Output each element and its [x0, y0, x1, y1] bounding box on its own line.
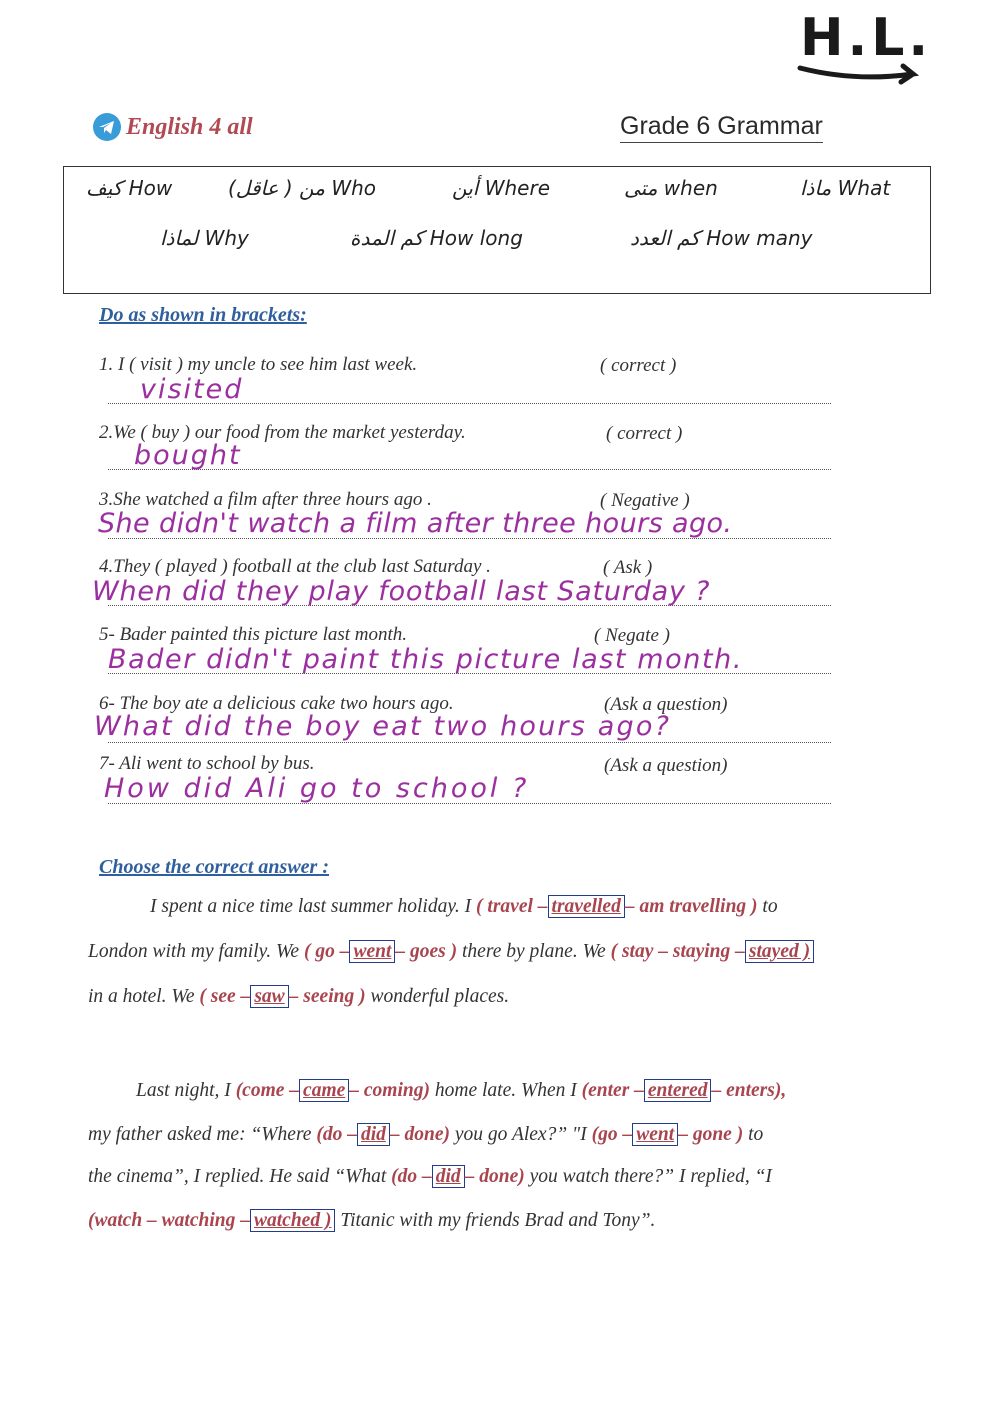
selected-option-watched[interactable]: watched ) [250, 1209, 335, 1232]
exercise-instruction-5: ( Negate ) [594, 625, 670, 646]
option-group-do-2: (do – did – done) [391, 1166, 525, 1187]
question-word-why: لماذا Why [160, 226, 249, 250]
option-group-enter: (enter – entered – enters), [581, 1080, 787, 1101]
option-group-go: ( go – went – goes ) [303, 941, 458, 962]
section-title-choose: Choose the correct answer : [99, 856, 329, 878]
section-title-brackets: Do as shown in brackets: [99, 304, 307, 326]
selected-option-stayed[interactable]: stayed ) [745, 940, 814, 963]
paragraph2-line3: the cinema”, I replied. He said “What (do – did – done) you watch there?” I replied, “I [88, 1166, 772, 1187]
paragraph2-line1: Last night, I (come – came – coming) home late. When I (enter – entered – enters), [136, 1080, 787, 1101]
paragraph1-line2: London with my family. We ( go – went – goes ) there by plane. We ( stay – staying – stayed ) [88, 941, 814, 963]
selected-option-went-2[interactable]: went [632, 1123, 678, 1146]
handwritten-answer-1[interactable]: visited [140, 374, 244, 405]
selected-option-did-2[interactable]: did [432, 1165, 465, 1188]
question-word-how-many: كم العدد How many [630, 226, 813, 250]
page-title: Grade 6 Grammar [620, 112, 823, 143]
exercise-instruction-7: (Ask a question) [604, 755, 728, 776]
handwritten-answer-5[interactable]: Bader didn't paint this picture last month. [108, 644, 744, 675]
exercise-question-1: 1. I ( visit ) my uncle to see him last week. [99, 354, 418, 375]
option-group-do-1: (do – did – done) [316, 1124, 451, 1145]
exercise-instruction-4: ( Ask ) [603, 557, 653, 578]
brand-name: English 4 all [126, 113, 253, 140]
selected-option-went[interactable]: went [349, 940, 395, 963]
answer-line-6 [108, 742, 831, 743]
selected-option-did-1[interactable]: did [357, 1123, 390, 1146]
question-word-when: متى when [624, 176, 718, 200]
selected-option-entered[interactable]: entered [644, 1079, 712, 1102]
paragraph2-line2: my father asked me: “Where (do – did – done) you go Alex?” "I (go – went – gone ) to [88, 1124, 764, 1145]
exercise-instruction-2: ( correct ) [606, 423, 683, 444]
selected-option-saw[interactable]: saw [250, 985, 288, 1008]
question-word-what: ماذا What [800, 176, 891, 200]
question-word-who: من ( عاقل) Who [228, 176, 377, 200]
option-group-see: ( see – saw – seeing ) [199, 986, 366, 1007]
telegram-icon [92, 112, 122, 142]
paragraph2-line4: (watch – watching – watched ) Titanic with my friends Brad and Tony”. [88, 1210, 656, 1231]
question-word-where: أين Where [452, 176, 551, 200]
handwritten-answer-6[interactable]: What did the boy eat two hours ago? [94, 711, 672, 742]
handwritten-answer-2[interactable]: bought [134, 440, 242, 471]
exercise-question-4: 4.They ( played ) football at the club last Saturday . [99, 556, 491, 577]
exercise-question-2: 2.We ( buy ) our food from the market yesterday. [99, 422, 466, 443]
paragraph1-line3: in a hotel. We ( see – saw – seeing ) wonderful places. [88, 986, 510, 1007]
paragraph1-line1: I spent a nice time last summer holiday. I ( travel – travelled – am travelling ) to [150, 896, 778, 917]
handwritten-initials: H.L. [800, 8, 933, 68]
brand [92, 112, 253, 142]
option-group-come: (come – came – coming) [235, 1080, 430, 1101]
initials-underline-stroke [795, 60, 925, 86]
exercise-question-6: 6- The boy ate a delicious cake two hours ago. [99, 693, 454, 714]
exercise-instruction-6: (Ask a question) [604, 694, 728, 715]
selected-option-travelled[interactable]: travelled [548, 895, 625, 918]
handwritten-answer-4[interactable]: When did they play football last Saturday ? [92, 576, 711, 607]
selected-option-came[interactable]: came [299, 1079, 349, 1102]
option-group-go-2: (go – went – gone ) [591, 1124, 744, 1145]
exercise-question-7: 7- Ali went to school by bus. [99, 753, 315, 774]
exercise-question-3: 3.She watched a film after three hours ago . [99, 489, 432, 510]
exercise-instruction-1: ( correct ) [600, 355, 677, 376]
question-word-how: كيف How [86, 176, 173, 200]
option-group-travel: ( travel – travelled – am travelling ) [476, 896, 758, 917]
option-group-stay: ( stay – staying – stayed ) [611, 940, 815, 963]
exercise-instruction-3: ( Negative ) [600, 490, 690, 511]
handwritten-answer-7[interactable]: How did Ali go to school ? [104, 773, 530, 804]
option-group-watch: (watch – watching – watched ) [88, 1209, 335, 1232]
handwritten-answer-3[interactable]: She didn't watch a film after three hours ago. [98, 508, 733, 539]
question-word-how-long: كم المدة How long [350, 226, 523, 250]
exercise-question-5: 5- Bader painted this picture last month. [99, 624, 408, 645]
